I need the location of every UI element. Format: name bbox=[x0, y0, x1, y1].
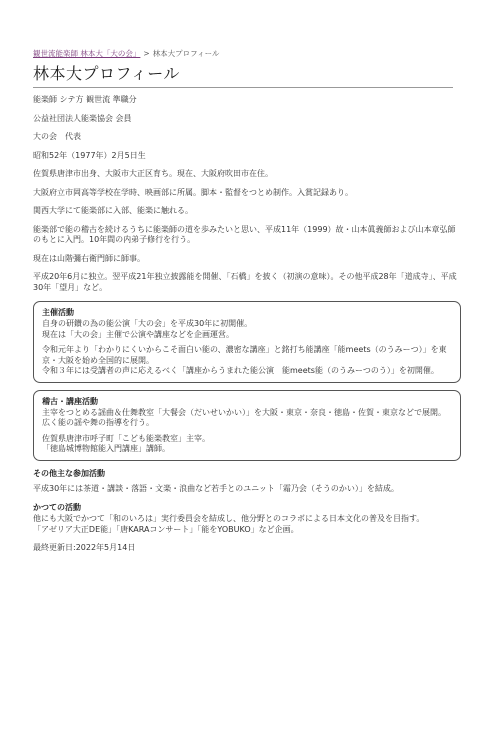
organizing-activities-title: 主催活動 bbox=[42, 308, 74, 317]
profile-page bbox=[33, 48, 463, 562]
intro-birthdate: 昭和52年（1977年）2月5日生 bbox=[33, 150, 146, 160]
breadcrumb-separator: > bbox=[143, 49, 150, 58]
breadcrumb-current: 林本大プロフィール bbox=[152, 49, 220, 58]
page-title: 林本大プロフィール bbox=[33, 64, 180, 83]
intro-current-teacher: 現在は山階彌右衛門師に師事。 bbox=[33, 253, 145, 263]
last-updated: 最終更新日:2022年5月14日 bbox=[33, 543, 136, 552]
breadcrumb-home-link[interactable]: 観世流能楽師 林本大「大の会」 bbox=[33, 49, 141, 58]
intro-membership: 公益社団法人能楽協会 会員 bbox=[33, 113, 132, 123]
lessons-box bbox=[33, 390, 461, 461]
lessons-title: 稽古・講座活動 bbox=[42, 396, 98, 406]
other-activities-title: その他主な参加活動 bbox=[33, 468, 105, 478]
intro-origin: 佐賀県唐津市出身、大阪市大正区育ち。現在、大阪府吹田市在住。 bbox=[33, 169, 273, 178]
past-activities-text: 他にも大阪でかつて「和のいろは」実行委員会を結成し、他分野とのコラボによる日本文化の普及を目指す。 「アゼリア大正DE能」「唐KARAコンサート」「能をYOBUKO」など企画。 bbox=[33, 514, 425, 534]
organizing-activities-text-2: 令和元年より「わかりにくいからこそ面白い能の、濃密な講座」と銘打ち能講座「能meets（のうみーつ）」を東京・大阪を始め全国的に展開。 令和３年には受講者の声に応えるべく「講座からうまれた能公演 能meets能（のうみーつのう）」を初開催。 bbox=[42, 345, 447, 375]
breadcrumb bbox=[33, 48, 463, 60]
organizing-activities-box bbox=[33, 301, 461, 383]
other-activities-text: 平成30年には茶道・講談・落語・文楽・浪曲など若手とのユニット「霜乃会（そうのかい）」を結成。 bbox=[33, 483, 399, 493]
intro-role: 能楽師 シテ方 観世流 準職分 bbox=[33, 95, 137, 104]
intro-university: 関西大学にて能楽部に入部、能楽に触れる。 bbox=[33, 206, 193, 215]
title-divider bbox=[33, 87, 453, 88]
intro-apprenticeship: 能楽部で能の稽古を続けるうちに能楽師の道を歩みたいと思い、平成11年（1999）故・山本眞義師および山本章弘師のもとに入門。10年間の内弟子修行を行う。 bbox=[33, 224, 456, 244]
organizing-activities-text-1: 自身の研鑽の為の能公演「大の会」を平成30年に初開催。 現在は「大の会」主催で公演や講座などを企画運営。 bbox=[42, 319, 253, 339]
past-activities-title: かつての活動 bbox=[33, 503, 81, 512]
lessons-text-1: 主宰をつとめる謡曲＆仕舞教室「大餐会（だいせいかい）」を大阪・東京・奈良・徳島・佐賀・東京などで展開。広く能の謡や舞の指導を行う。 bbox=[42, 407, 446, 427]
intro-independence: 平成20年6月に独立。翌平成21年独立披露能を開催、「石橋」を披く（初演の意味）。その他平成28年「道成寺」、平成30年「望月」など。 bbox=[33, 272, 457, 292]
intro-highschool: 大阪府立市岡高等学校在学時、映画部に所属。脚本・監督をつとめ制作。入賞記録あり。 bbox=[33, 187, 353, 197]
lessons-text-2: 佐賀県唐津市呼子町「こども能楽教室」主宰。 「徳島城博物館能入門講座」講師。 bbox=[42, 433, 210, 453]
intro-representative: 大の会 代表 bbox=[33, 132, 81, 141]
